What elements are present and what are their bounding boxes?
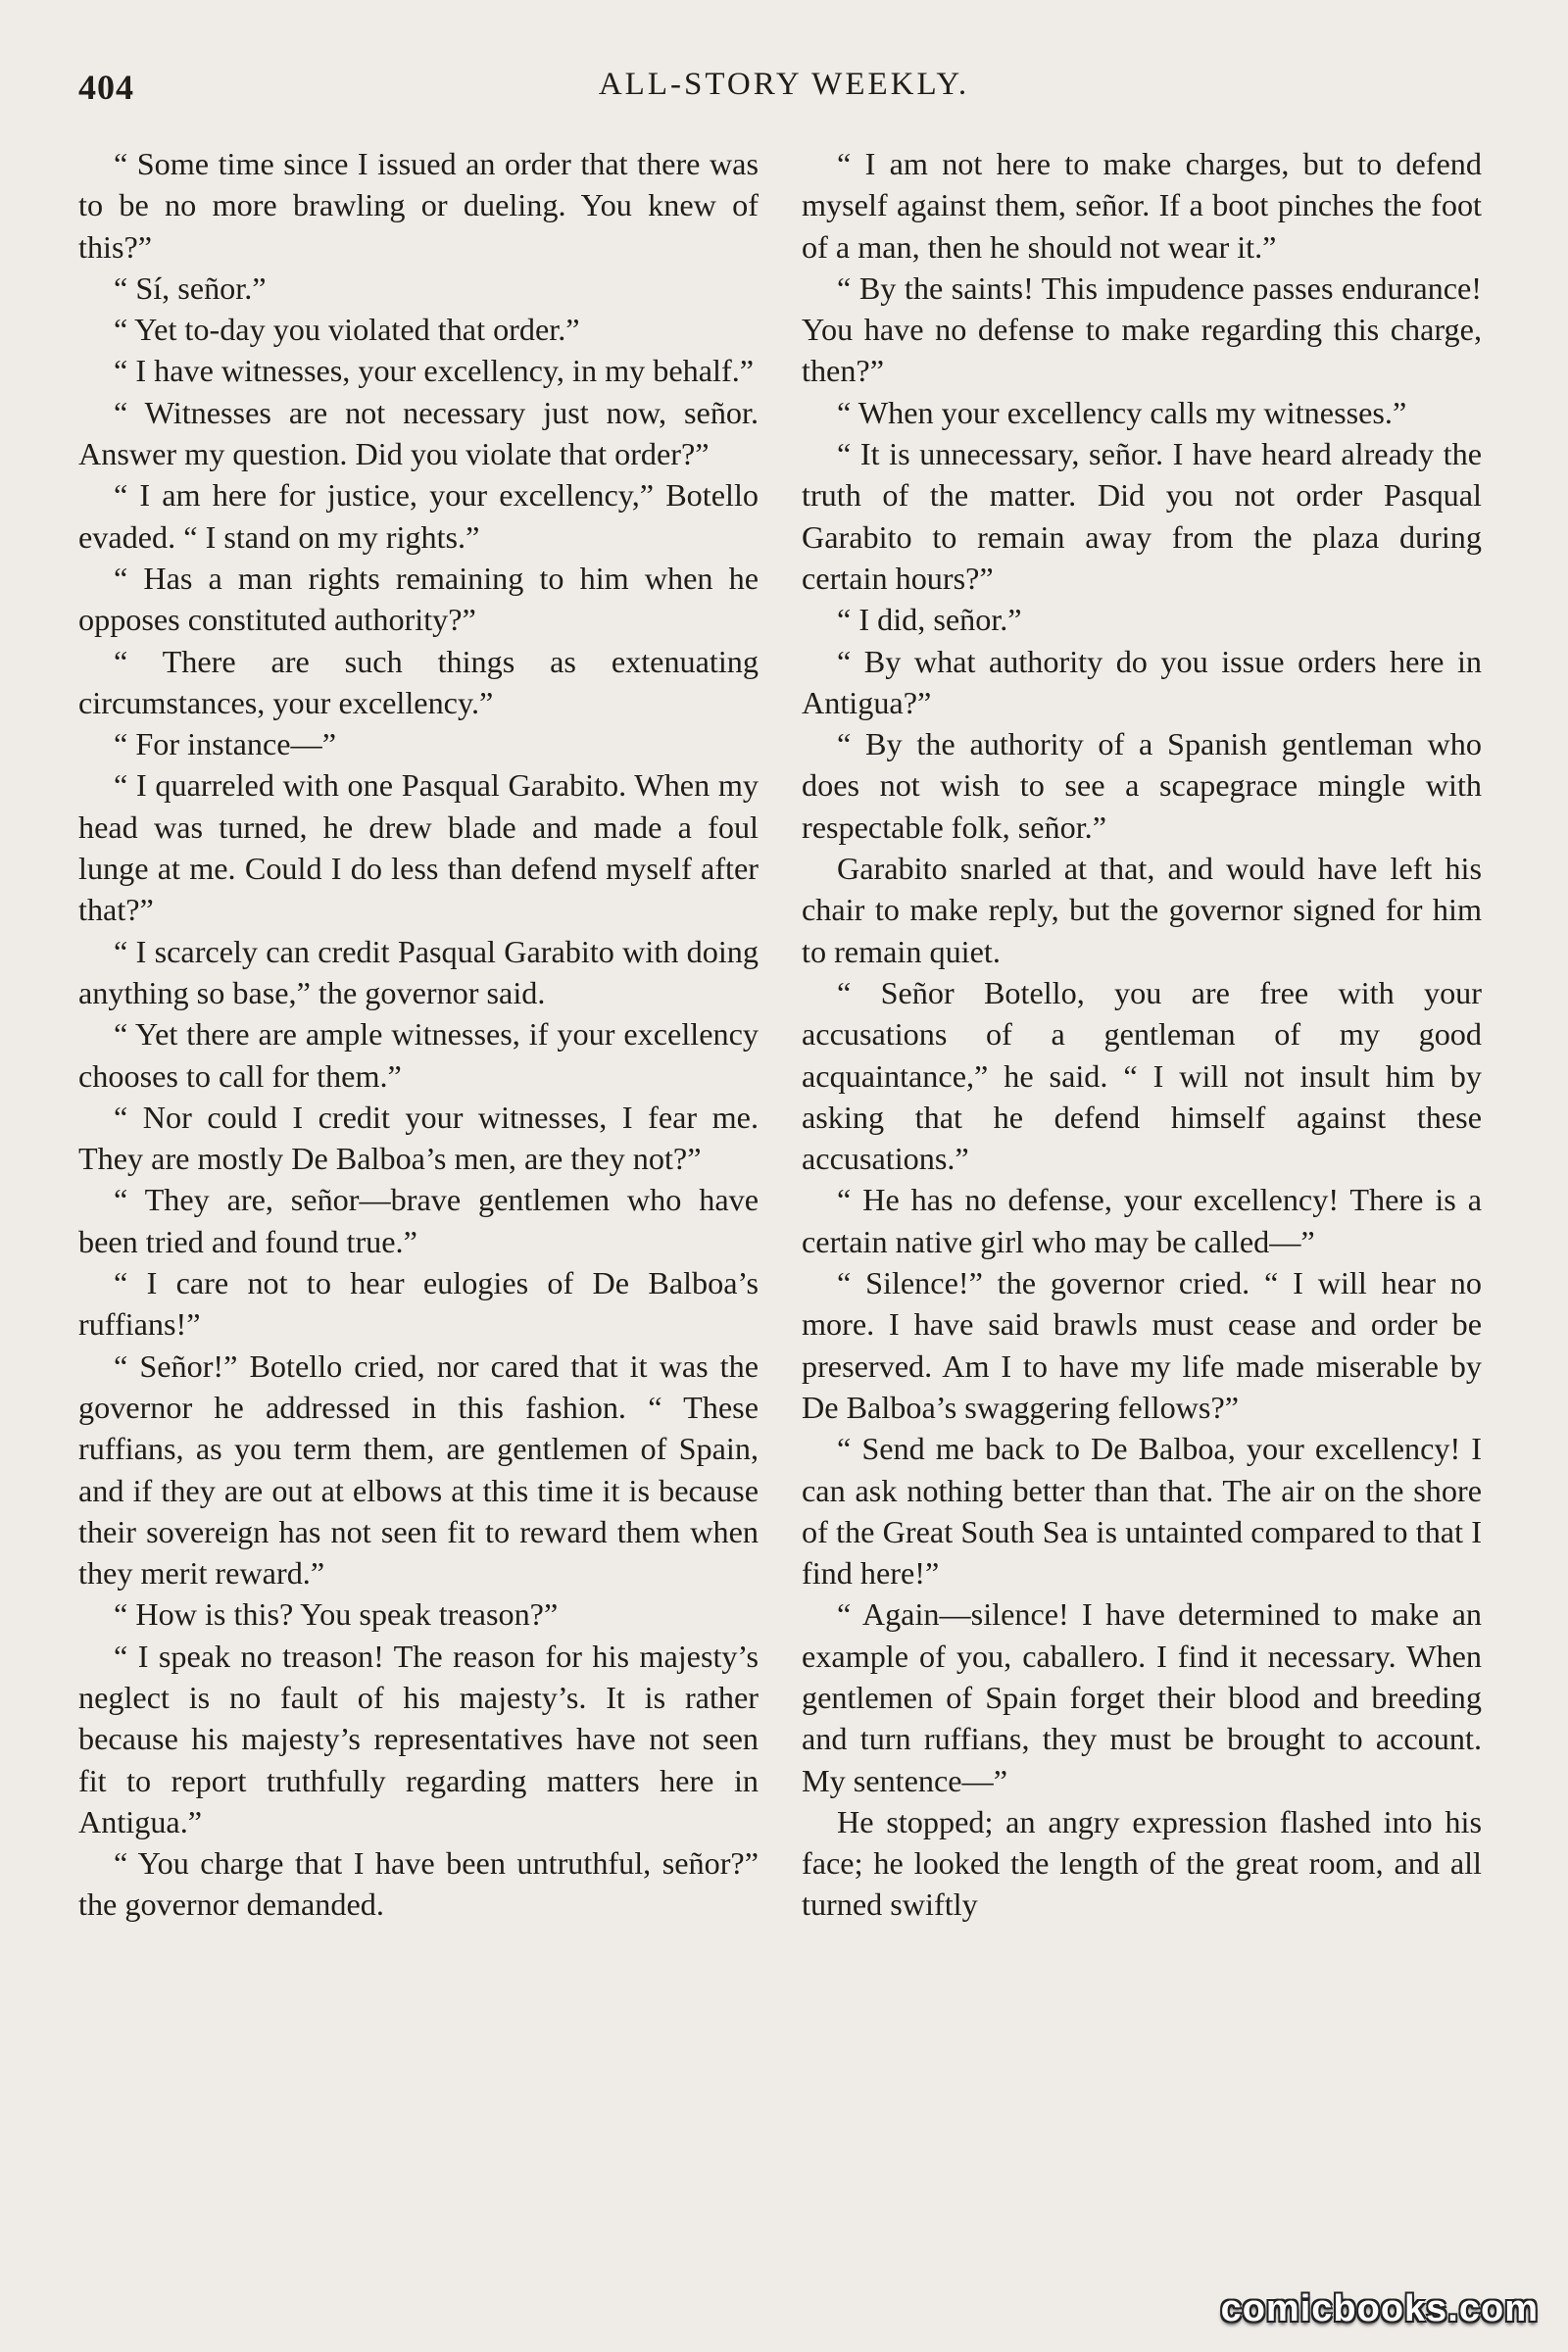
paragraph: “ Yet there are ample witnesses, if your excellency chooses to call for them.” (78, 1016, 759, 1094)
paragraph: “ Nor could I credit your witnesses, I fear me. They are mostly De Balboa’s men, are they not?” (78, 1099, 759, 1177)
paragraph: “ Some time since I issued an order that there was to be no more brawling or dueling. You knew of this?” (78, 146, 759, 265)
left-column (78, 143, 759, 1926)
paragraph: “ Sí, señor.” (114, 270, 267, 306)
paragraph: “ I am here for justice, your excellency,” Botello evaded. “ I stand on my rights.” (78, 477, 759, 555)
paragraph: “ How is this? You speak treason?” (114, 1596, 559, 1633)
paragraph: “ When your excellency calls my witnesses.” (837, 394, 1407, 430)
paragraph: “ He has no defense, your excellency! There is a certain native girl who may be called—” (802, 1182, 1482, 1259)
paragraph: “ For instance—” (114, 726, 337, 762)
paragraph: “ Has a man rights remaining to him when he opposes constituted authority?” (78, 560, 759, 638)
page-number: 404 (78, 68, 134, 107)
paragraph: “ I care not to hear eulogies of De Balboa’s ruffians!” (78, 1265, 759, 1343)
paragraph: He stopped; an angry expression flashed into his face; he looked the length of the great room, and all turned swiftly (802, 1803, 1482, 1923)
paragraph: “ By the saints! This impudence passes endurance! You have no defense to make regarding this charge, then?” (802, 270, 1482, 389)
watermark: comicbooks.com (1220, 2288, 1539, 2329)
paragraph: “ By what authority do you issue orders here in Antigua?” (802, 643, 1482, 720)
paragraph: “ I speak no treason! The reason for his majesty’s neglect is no fault of his majesty’s. It is rather because his majesty’s representatives have not seen fit to report truthfully regarding matters here in Antigua.” (78, 1638, 759, 1839)
paragraph: Garabito snarled at that, and would have left his chair to make reply, but the governor signed for him to remain quiet. (802, 851, 1482, 969)
paragraph: “ Señor Botello, you are free with your accusations of a gentleman of my good acquaintance,” he said. “ I will not insult him by asking that he defend himself against these accusations.” (802, 974, 1482, 1177)
paragraph: “ By the authority of a Spanish gentleman who does not wish to see a scapegrace mingle with respectable folk, señor.” (802, 726, 1482, 845)
paragraph: “ I am not here to make charges, but to defend myself against them, señor. If a boot pinches the foot of a man, then he should not wear it.” (802, 146, 1482, 265)
paragraph: “ There are such things as extenuating circumstances, your excellency.” (78, 643, 759, 720)
paragraph: “ I have witnesses, your excellency, in my behalf.” (114, 353, 755, 389)
paragraph: “ Silence!” the governor cried. “ I will hear no more. I have said brawls must cease and order be preserved. Am I to have my life made miserable by De Balboa’s swaggering fellows?” (802, 1265, 1482, 1425)
paragraph: “ Witnesses are not necessary just now, señor. Answer my question. Did you violate that order?” (78, 394, 759, 472)
paragraph: “ It is unnecessary, señor. I have heard already the truth of the matter. Did you not order Pasqual Garabito to remain away from the plaza during certain hours?” (802, 436, 1482, 596)
paragraph: “ Send me back to De Balboa, your excellency! I can ask nothing better than that. The air on the shore of the Great South Sea is untainted compared to that I find here!” (802, 1431, 1482, 1592)
paragraph: “ Señor!” Botello cried, nor cared that it was the governor he addressed in this fashion. “ These ruffians, as you term them, are gentlemen of Spain, and if they are out at elbows at this time it is because their sovereign has not seen fit to reward them when they merit reward.” (78, 1348, 759, 1592)
running-head: ALL-STORY WEEKLY. (598, 67, 970, 102)
paragraph: “ I did, señor.” (837, 602, 1022, 638)
paragraph: “ They are, señor—brave gentlemen who have been tried and found true.” (78, 1182, 759, 1259)
paragraph: “ Yet to-day you violated that order.” (114, 312, 580, 348)
paragraph: “ You charge that I have been untruthful, señor?” the governor demanded. (78, 1845, 759, 1923)
paragraph: “ Again—silence! I have determined to make an example of you, caballero. I find it necessary. When gentlemen of Spain forget their blood and breeding and turn ruffians, they must be brought to account. My sentence—” (802, 1596, 1482, 1798)
paragraph: “ I quarreled with one Pasqual Garabito. When my head was turned, he drew blade and made a foul lunge at me. Could I do less than defend myself after that?” (78, 767, 759, 928)
paragraph: “ I scarcely can credit Pasqual Garabito with doing anything so base,” the governor said. (78, 933, 759, 1010)
right-column (802, 143, 1482, 1926)
